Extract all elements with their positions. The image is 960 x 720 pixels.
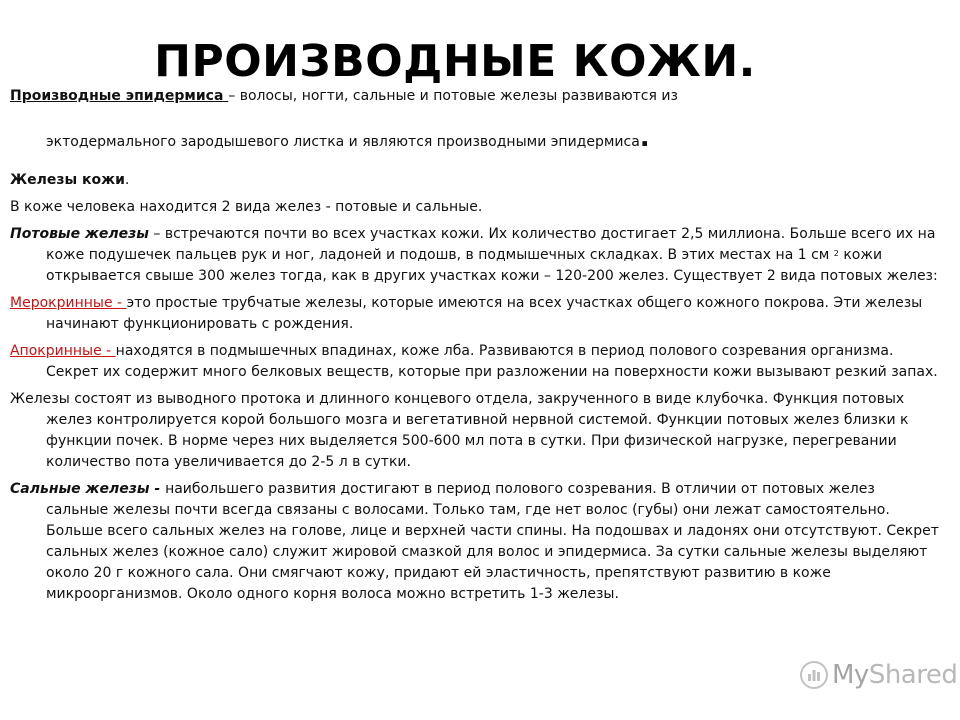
merocrine-paragraph — [10, 293, 940, 335]
glands-heading-paragraph — [10, 170, 940, 191]
intro-paragraph — [10, 86, 940, 107]
intro-end-mark: . — [639, 123, 650, 153]
slide-title: ПРОИЗВОДНЫЕ КОЖИ. — [154, 36, 756, 87]
glands-heading: Железы кожи — [10, 172, 125, 188]
sebaceous-term: Сальные железы - — [10, 481, 166, 497]
sweat-term: Потовые железы — [10, 226, 149, 242]
merocrine-term: Мерокринные - — [10, 295, 127, 311]
sweat-text-after: кожи открывается свыше 300 желез тогда, как в других участках кожи – 120-200 желез. Существует 2 вида потовых желез: — [46, 247, 938, 284]
intro-block — [10, 86, 940, 107]
watermark-rest: Shared — [868, 660, 958, 690]
merocrine-text: это простые трубчатые железы, которые имеются на всех участках общего кожного покрова. Эти железы начинают функционировать с рождения. — [46, 295, 923, 332]
watermark-text — [832, 660, 957, 690]
myshared-watermark — [800, 660, 957, 690]
sweat-paragraph — [10, 224, 940, 287]
watermark-my: My — [832, 660, 869, 690]
myshared-logo-icon — [800, 661, 828, 689]
apocrine-term: Апокринные - — [10, 343, 116, 359]
intro-text-line2: эктодермального зародышевого листка и являются производными эпидермиса — [46, 134, 640, 150]
structure-paragraph: Железы состоят из выводного протока и длинного концевого отдела, закрученного в виде клубочка. Функция потовых желез контролируется корой большого мозга и вегетативной нервной системой. Функции потовых желез близки к функции почек. В норме через них выделяется 500-600 мл пота в сутки. При физической нагрузке, перегревании количество пота увеличивается до 2-5 л в сутки. — [10, 391, 909, 470]
intro-line2-block — [46, 123, 946, 153]
sweat-sup: 2 — [833, 249, 839, 258]
sebaceous-text: наибольшего развития достигают в период полового созревания. В отличии от потовых желез сальные железы почти всегда связаны с волосами. Только там, где нет волос (губы) они лежат самостоятельно. Больше всего сальных желез на голове, лице и верхней части спины. На подошвах и ладонях они отсутствуют. Секрет сальных желез (кожное сало) служит жировой смазкой для волос и эпидермиса. За сутки сальные железы выделяют около 20 г кожного сала. Они смягчают кожу, придают ей эластичность, препятствуют развитию в коже микроорганизмов. Около одного корня волоса можно встретить 1-3 железы. — [46, 481, 939, 602]
body-text — [10, 170, 940, 605]
apocrine-paragraph — [10, 341, 940, 383]
glands-types: В коже человека находится 2 вида желез - потовые и сальные. — [10, 199, 483, 215]
sweat-text: – встречаются почти во всех участках кожи. Их количество достигает 2,5 миллиона. Больше всего их на коже подушечек пальцев рук и ног, ладоней и подошв, в подмышечных складках. В этих местах на 1 см — [46, 226, 936, 263]
apocrine-text: находятся в подмышечных впадинах, коже лба. Развиваются в период полового созревания организма. Секрет их содержит много белковых веществ, которые при разложении на поверхности кожи вызывают резкий запах. — [46, 343, 938, 380]
intro-text-line1: – волосы, ногти, сальные и потовые железы развиваются из — [228, 88, 678, 104]
glands-heading-end: . — [124, 172, 130, 188]
sebaceous-paragraph — [10, 479, 940, 605]
intro-term: Производные эпидермиса — [10, 88, 229, 104]
